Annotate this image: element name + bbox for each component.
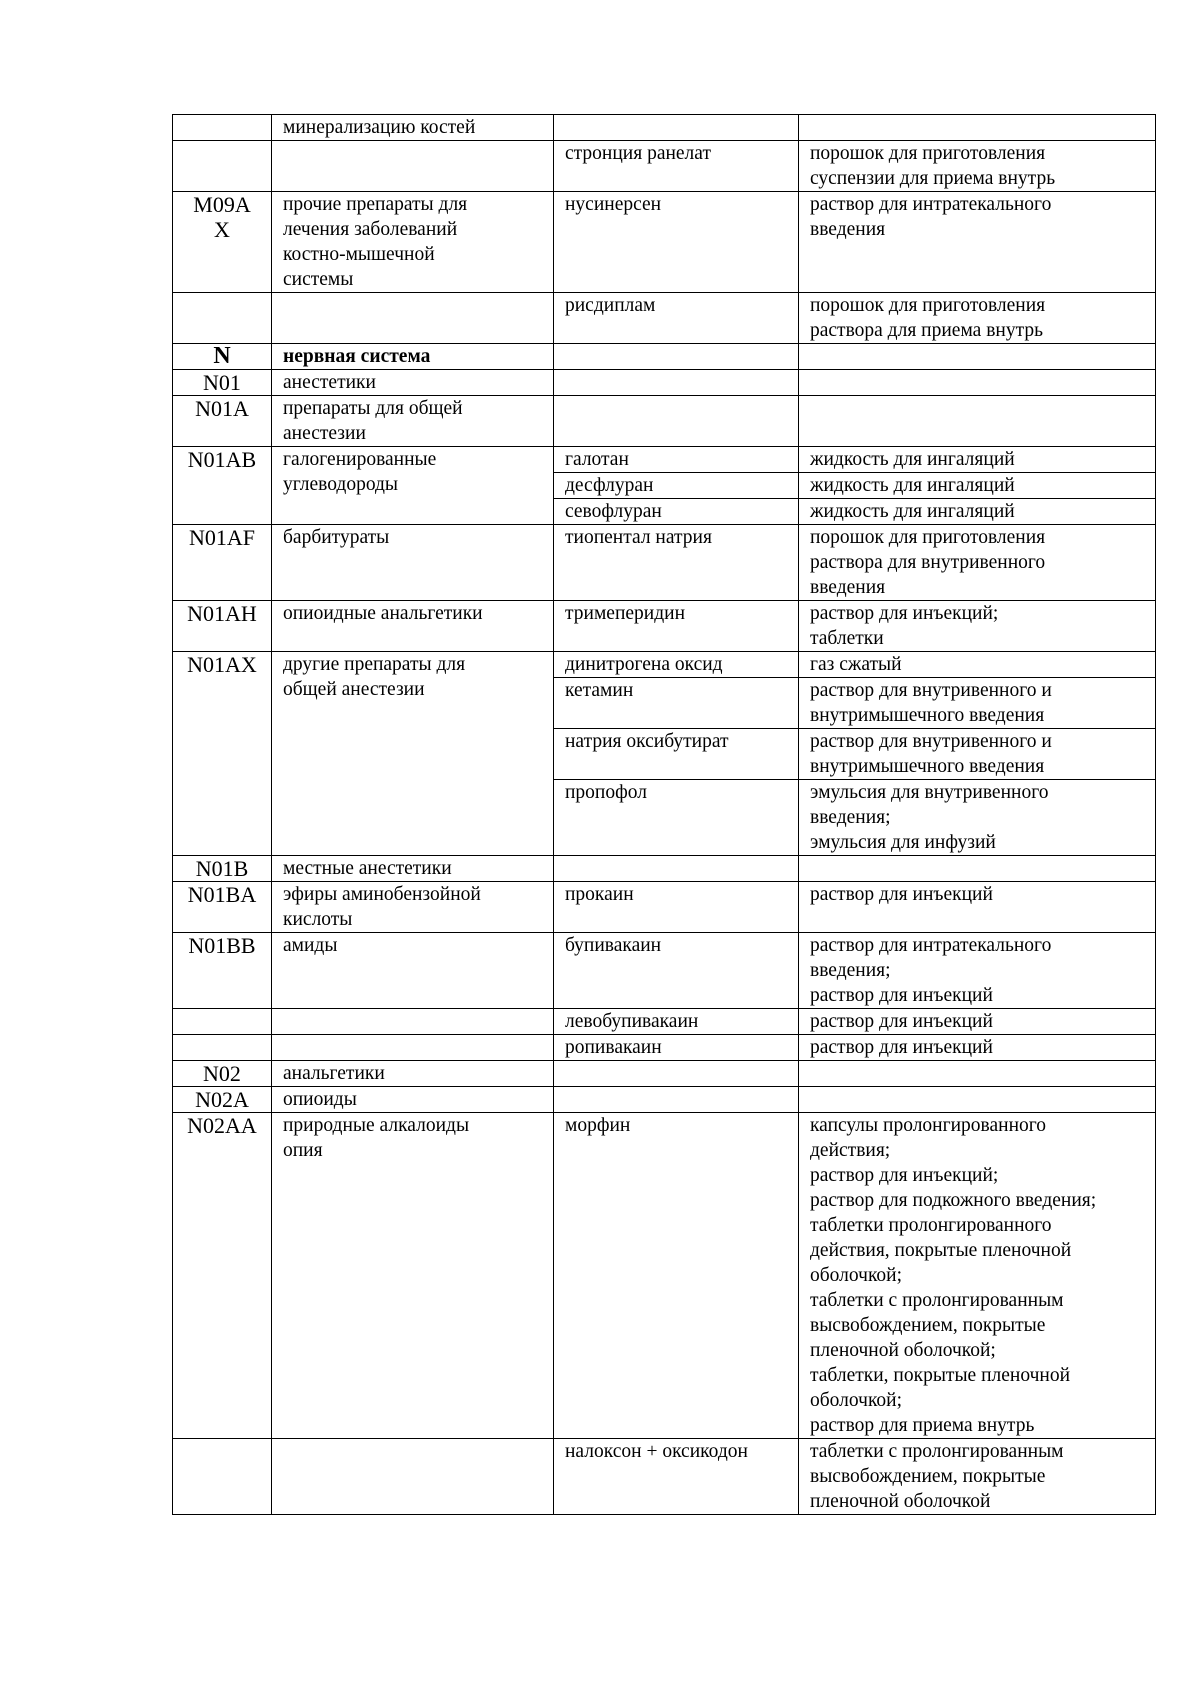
atc-code-cell — [173, 1113, 272, 1439]
dosage-form-cell-line: порошок для приготовления — [810, 143, 1046, 164]
group-name-cell-line: эфиры аминобензойной — [283, 884, 481, 905]
drug-name-cell — [554, 1061, 799, 1087]
table-row — [173, 293, 1156, 344]
group-name-cell-line: нервная система — [283, 346, 431, 367]
dosage-form-cell — [799, 525, 1156, 601]
dosage-form-cell — [799, 729, 1156, 780]
dosage-form-cell — [799, 652, 1156, 678]
dosage-form-cell-line: внутримышечного введения — [810, 756, 1045, 777]
drug-name-cell-line: нусинерсен — [565, 194, 662, 215]
atc-code-cell — [173, 1087, 272, 1113]
dosage-form-cell-line: раствор для инъекций; — [810, 1165, 999, 1186]
group-name-cell-line: анальгетики — [283, 1063, 385, 1084]
drug-name-cell-line: прокаин — [565, 884, 634, 905]
group-name-cell — [272, 652, 554, 856]
dosage-form-cell — [799, 473, 1156, 499]
atc-code-cell — [173, 1035, 272, 1061]
dosage-form-cell — [799, 1087, 1156, 1113]
dosage-form-cell — [799, 192, 1156, 293]
atc-code-cell — [173, 1439, 272, 1515]
atc-code-cell — [173, 525, 272, 601]
group-name-cell — [272, 141, 554, 192]
group-name-cell-line: минерализацию костей — [283, 117, 476, 138]
drug-name-cell-line: стронция ранелат — [565, 143, 711, 164]
dosage-form-cell-line: раствор для приема внутрь — [810, 1415, 1035, 1436]
group-name-cell-line: анестезии — [283, 423, 366, 444]
atc-code: N01BA — [187, 882, 257, 907]
drug-name-cell-line: тиопентал натрия — [565, 527, 712, 548]
dosage-form-cell — [799, 780, 1156, 856]
atc-code: N01AX — [187, 652, 257, 677]
dosage-form-cell — [799, 1061, 1156, 1087]
drug-name-cell-line: тримеперидин — [565, 603, 686, 624]
dosage-form-cell-line: жидкость для ингаляций — [810, 501, 1015, 522]
dosage-form-cell-line: таблетки, покрытые пленочной — [810, 1365, 1071, 1386]
drug-name-cell — [554, 370, 799, 396]
table-row — [173, 141, 1156, 192]
dosage-form-cell-line: введения — [810, 219, 886, 240]
drug-name-cell — [554, 1009, 799, 1035]
dosage-form-cell-line: суспензии для приема внутрь — [810, 168, 1056, 189]
atc-code-cell — [173, 344, 272, 370]
table-row — [173, 370, 1156, 396]
dosage-form-cell-line: таблетки — [810, 628, 884, 649]
dosage-form-cell-line: эмульсия для внутривенного — [810, 782, 1049, 803]
group-name-cell-line: системы — [283, 269, 354, 290]
atc-code-cell — [173, 601, 272, 652]
drug-name-cell — [554, 499, 799, 525]
dosage-form-cell-line: раствор для инъекций — [810, 985, 993, 1006]
atc-code-cell — [173, 652, 272, 856]
dosage-form-cell — [799, 499, 1156, 525]
dosage-form-cell — [799, 141, 1156, 192]
atc-code: N01B — [195, 856, 249, 881]
table-row — [173, 1009, 1156, 1035]
drug-name-cell-line: ропивакаин — [565, 1037, 662, 1058]
dosage-form-cell-line: раствор для внутривенного и — [810, 731, 1052, 752]
dosage-form-cell-line: раствора для приема внутрь — [810, 320, 1043, 341]
drug-name-cell-line: бупивакаин — [565, 935, 662, 956]
drug-name-cell-line: натрия оксибутират — [565, 731, 729, 752]
atc-code-cell — [173, 293, 272, 344]
dosage-form-cell — [799, 396, 1156, 447]
atc-code-cell — [173, 192, 272, 293]
drug-name-cell — [554, 601, 799, 652]
drug-name-cell — [554, 115, 799, 141]
table-row — [173, 1035, 1156, 1061]
dosage-form-cell-line: жидкость для ингаляций — [810, 449, 1015, 470]
dosage-form-cell — [799, 1035, 1156, 1061]
drug-name-cell — [554, 473, 799, 499]
atc-code: N02 — [203, 1061, 241, 1086]
group-name-cell-line: лечения заболеваний — [283, 219, 458, 240]
group-name-cell — [272, 344, 554, 370]
dosage-form-cell-line: пленочной оболочкой; — [810, 1340, 996, 1361]
drug-name-cell — [554, 141, 799, 192]
dosage-form-cell-line: порошок для приготовления — [810, 527, 1046, 548]
atc-code: N02A — [195, 1087, 249, 1112]
table-row — [173, 1113, 1156, 1439]
dosage-form-cell — [799, 933, 1156, 1009]
dosage-form-cell-line: капсулы пролонгированного — [810, 1115, 1047, 1136]
group-name-cell-line: опия — [283, 1140, 323, 1161]
dosage-form-cell-line: раствор для инъекций; — [810, 603, 999, 624]
drug-name-cell-line: десфлуран — [565, 475, 654, 496]
drug-name-cell — [554, 344, 799, 370]
dosage-form-cell-line: жидкость для ингаляций — [810, 475, 1015, 496]
dosage-form-cell-line: действия; — [810, 1140, 891, 1161]
dosage-form-cell — [799, 115, 1156, 141]
dosage-form-cell-line: введения — [810, 577, 886, 598]
table-row — [173, 447, 1156, 473]
dosage-form-cell-line: оболочкой; — [810, 1390, 903, 1411]
drug-name-cell-line: кетамин — [565, 680, 634, 701]
dosage-form-cell-line: оболочкой; — [810, 1265, 903, 1286]
atc-code: N01AB — [187, 447, 257, 472]
dosage-form-cell — [799, 1113, 1156, 1439]
dosage-form-cell-line: высвобождением, покрытые — [810, 1466, 1046, 1487]
group-name-cell — [272, 1035, 554, 1061]
drug-name-cell — [554, 780, 799, 856]
dosage-form-cell-line: пленочной оболочкой — [810, 1491, 991, 1512]
drug-name-cell — [554, 856, 799, 882]
dosage-form-cell-line: раствор для инъекций — [810, 884, 993, 905]
drug-name-cell-line: налоксон + оксикодон — [565, 1441, 748, 1462]
group-name-cell — [272, 370, 554, 396]
group-name-cell-line: прочие препараты для — [283, 194, 468, 215]
group-name-cell-line: опиоидные анальгетики — [283, 603, 483, 624]
atc-code-cell — [173, 447, 272, 525]
drug-name-cell — [554, 678, 799, 729]
group-name-cell — [272, 1009, 554, 1035]
group-name-cell-line: углеводороды — [283, 474, 399, 495]
group-name-cell — [272, 1061, 554, 1087]
dosage-form-cell-line: действия, покрытые пленочной — [810, 1240, 1072, 1261]
drug-name-cell — [554, 1035, 799, 1061]
group-name-cell — [272, 192, 554, 293]
group-name-cell-line: препараты для общей — [283, 398, 463, 419]
group-name-cell-line: кислоты — [283, 909, 353, 930]
dosage-form-cell — [799, 370, 1156, 396]
drug-name-cell — [554, 933, 799, 1009]
dosage-form-cell — [799, 293, 1156, 344]
group-name-cell — [272, 447, 554, 525]
drug-name-cell — [554, 447, 799, 473]
group-name-cell — [272, 882, 554, 933]
group-name-cell-line: костно-мышечной — [283, 244, 435, 265]
dosage-form-cell-line: введения; — [810, 807, 891, 828]
document-page — [172, 114, 1155, 1515]
table-row — [173, 882, 1156, 933]
table-row — [173, 115, 1156, 141]
atc-code-cell — [173, 882, 272, 933]
drug-name-cell — [554, 1087, 799, 1113]
dosage-form-cell-line: раствора для внутривенного — [810, 552, 1046, 573]
atc-code: N02AA — [187, 1113, 257, 1138]
group-name-cell — [272, 856, 554, 882]
drug-name-cell — [554, 525, 799, 601]
table-row — [173, 1061, 1156, 1087]
atc-code: M09A — [193, 192, 251, 217]
drug-name-cell — [554, 1113, 799, 1439]
drug-name-cell — [554, 652, 799, 678]
atc-code-cell — [173, 370, 272, 396]
drug-name-cell-line: галотан — [565, 449, 629, 470]
dosage-form-cell-line: таблетки пролонгированного — [810, 1215, 1052, 1236]
group-name-cell — [272, 1439, 554, 1515]
dosage-form-cell-line: раствор для интратекального — [810, 935, 1052, 956]
drug-name-cell-line: левобупивакаин — [565, 1011, 699, 1032]
group-name-cell-line: амиды — [283, 935, 338, 956]
atc-code-cell — [173, 141, 272, 192]
drug-classification-table — [172, 114, 1156, 1515]
drug-name-cell — [554, 1439, 799, 1515]
dosage-form-cell — [799, 601, 1156, 652]
group-name-cell-line: природные алкалоиды — [283, 1115, 470, 1136]
group-name-cell — [272, 293, 554, 344]
group-name-cell — [272, 933, 554, 1009]
dosage-form-cell-line: газ сжатый — [810, 654, 902, 675]
table-row — [173, 396, 1156, 447]
table-row — [173, 652, 1156, 678]
drug-name-cell — [554, 192, 799, 293]
drug-name-cell-line: рисдиплам — [565, 295, 656, 316]
dosage-form-cell — [799, 678, 1156, 729]
group-name-cell — [272, 601, 554, 652]
group-name-cell — [272, 396, 554, 447]
table-row — [173, 525, 1156, 601]
dosage-form-cell — [799, 344, 1156, 370]
atc-code: N01AF — [188, 525, 255, 550]
atc-code-cell — [173, 1061, 272, 1087]
drug-name-cell — [554, 293, 799, 344]
drug-name-cell — [554, 729, 799, 780]
atc-code: N01AH — [187, 601, 257, 626]
dosage-form-cell-line: раствор для интратекального — [810, 194, 1052, 215]
group-name-cell-line: опиоиды — [283, 1089, 357, 1110]
atc-code: N — [213, 343, 231, 369]
drug-name-cell — [554, 882, 799, 933]
dosage-form-cell — [799, 1009, 1156, 1035]
group-name-cell-line: местные анестетики — [283, 858, 452, 879]
atc-code-cell — [173, 856, 272, 882]
dosage-form-cell — [799, 447, 1156, 473]
dosage-form-cell-line: таблетки с пролонгированным — [810, 1441, 1064, 1462]
dosage-form-cell-line: эмульсия для инфузий — [810, 832, 996, 853]
table-row — [173, 856, 1156, 882]
dosage-form-cell-line: внутримышечного введения — [810, 705, 1045, 726]
drug-name-cell-line: севофлуран — [565, 501, 662, 522]
atc-code-cell — [173, 396, 272, 447]
table-row — [173, 1439, 1156, 1515]
group-name-cell-line: анестетики — [283, 372, 376, 393]
dosage-form-cell — [799, 882, 1156, 933]
dosage-form-cell-line: введения; — [810, 960, 891, 981]
dosage-form-cell-line: раствор для внутривенного и — [810, 680, 1052, 701]
table-row — [173, 344, 1156, 370]
drug-name-cell-line: морфин — [565, 1115, 631, 1136]
atc-code-cell — [173, 933, 272, 1009]
group-name-cell-line: другие препараты для — [283, 654, 466, 675]
dosage-form-cell-line: порошок для приготовления — [810, 295, 1046, 316]
group-name-cell-line: барбитураты — [283, 527, 390, 548]
dosage-form-cell-line: высвобождением, покрытые — [810, 1315, 1046, 1336]
table-row — [173, 192, 1156, 293]
dosage-form-cell-line: раствор для подкожного введения; — [810, 1190, 1097, 1211]
group-name-cell — [272, 1113, 554, 1439]
atc-code: N01 — [203, 370, 241, 395]
atc-code-cell — [173, 1009, 272, 1035]
drug-name-cell-line: пропофол — [565, 782, 647, 803]
dosage-form-cell-line: таблетки с пролонгированным — [810, 1290, 1064, 1311]
group-name-cell — [272, 115, 554, 141]
dosage-form-cell-line: раствор для инъекций — [810, 1011, 993, 1032]
atc-code-cell — [173, 115, 272, 141]
group-name-cell-line: общей анестезии — [283, 679, 425, 700]
group-name-cell — [272, 1087, 554, 1113]
atc-code: X — [214, 217, 230, 242]
atc-code: N01A — [195, 396, 249, 421]
table-row — [173, 601, 1156, 652]
dosage-form-cell — [799, 1439, 1156, 1515]
drug-name-cell — [554, 396, 799, 447]
dosage-form-cell-line: раствор для инъекций — [810, 1037, 993, 1058]
group-name-cell — [272, 525, 554, 601]
group-name-cell-line: галогенированные — [283, 449, 437, 470]
atc-code: N01BB — [188, 933, 256, 958]
table-row — [173, 933, 1156, 1009]
table-row — [173, 1087, 1156, 1113]
dosage-form-cell — [799, 856, 1156, 882]
drug-name-cell-line: динитрогена оксид — [565, 654, 723, 675]
